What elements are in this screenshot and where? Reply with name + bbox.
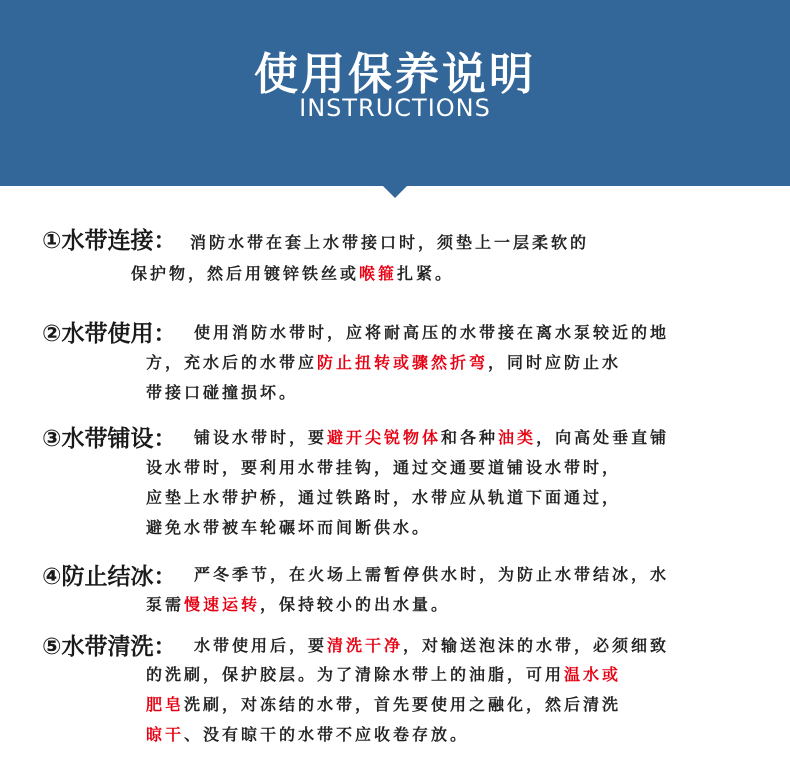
body-text: 扎紧。 xyxy=(397,264,455,283)
highlight-text: 温水或 xyxy=(564,665,622,684)
body-text: 和各种 xyxy=(441,428,499,447)
header-banner xyxy=(0,0,790,186)
section-text-line xyxy=(194,425,669,448)
header-pointer-arrow xyxy=(383,186,407,198)
section-text-line xyxy=(194,562,669,585)
body-text: 方，充水后的水带应 xyxy=(146,353,318,372)
highlight-text: 喉箍 xyxy=(359,264,398,283)
highlight-text: 防止扭转或骤然折弯 xyxy=(317,353,489,372)
body-text: 严冬季节，在火场上需暂停供水时，为防止水带结冰，水 xyxy=(194,565,670,584)
section-text-line xyxy=(146,350,621,373)
body-text: 的洗刷，保护胶层。为了清除水带上的油脂，可用 xyxy=(146,665,565,684)
body-text: 保护物，然后用镀锌铁丝或 xyxy=(131,264,360,283)
section-heading: ②水带使用： xyxy=(42,321,177,347)
body-text: 泵需 xyxy=(146,595,185,614)
section-text-line xyxy=(146,592,450,615)
section-text-line xyxy=(146,662,621,685)
section-text-line xyxy=(146,692,621,715)
body-text: 消防水带在套上水带接口时，须垫上一层柔软的 xyxy=(190,233,590,252)
body-text: 水带使用后，要 xyxy=(194,636,328,655)
section-text-line xyxy=(194,633,669,656)
highlight-text: 清洗干净 xyxy=(327,636,404,655)
body-text: 设水带时，要利用水带挂钩，通过交通要道铺设水带时， xyxy=(146,458,622,477)
section-heading: ④防止结冰： xyxy=(42,564,177,590)
highlight-text: 慢速运转 xyxy=(184,595,261,614)
section-text-line xyxy=(131,261,454,284)
section-heading: ①水带连接： xyxy=(42,228,177,254)
section-heading: ③水带铺设： xyxy=(42,426,177,452)
body-text: ，同时应防止水 xyxy=(488,353,622,372)
section-text-line xyxy=(190,230,589,253)
body-text: 铺设水带时，要 xyxy=(194,428,328,447)
highlight-text: 避开尖锐物体 xyxy=(327,428,442,447)
section-text-line xyxy=(146,455,621,478)
body-text: ，对输送泡沫的水带，必须细致 xyxy=(403,636,670,655)
section-heading: ⑤水带清洗： xyxy=(42,634,177,660)
section-text-line xyxy=(146,515,431,538)
page-title: 使用保养说明 xyxy=(254,49,536,100)
section-text-line xyxy=(146,485,621,508)
body-text: ，向高处垂直铺 xyxy=(536,428,670,447)
body-text: 避免水带被车轮碾坏而间断供水。 xyxy=(146,518,432,537)
body-text: 、没有晾干的水带不应收卷存放。 xyxy=(184,725,470,744)
body-text: ，保持较小的出水量。 xyxy=(260,595,451,614)
body-text: 应垫上水带护桥，通过铁路时，水带应从轨道下面通过， xyxy=(146,488,622,507)
section-text-line xyxy=(194,320,669,343)
body-text: 带接口碰撞损坏。 xyxy=(146,383,299,402)
highlight-text: 肥皂 xyxy=(146,695,185,714)
section-text-line xyxy=(146,380,298,403)
section-text-line xyxy=(146,722,469,745)
page-subtitle: INSTRUCTIONS xyxy=(299,94,491,122)
body-text: 洗刷，对冻结的水带，首先要使用之融化，然后清洗 xyxy=(184,695,622,714)
body-text: 使用消防水带时，应将耐高压的水带接在离水泵较近的地 xyxy=(194,323,670,342)
highlight-text: 油类 xyxy=(498,428,537,447)
highlight-text: 晾干 xyxy=(146,725,185,744)
